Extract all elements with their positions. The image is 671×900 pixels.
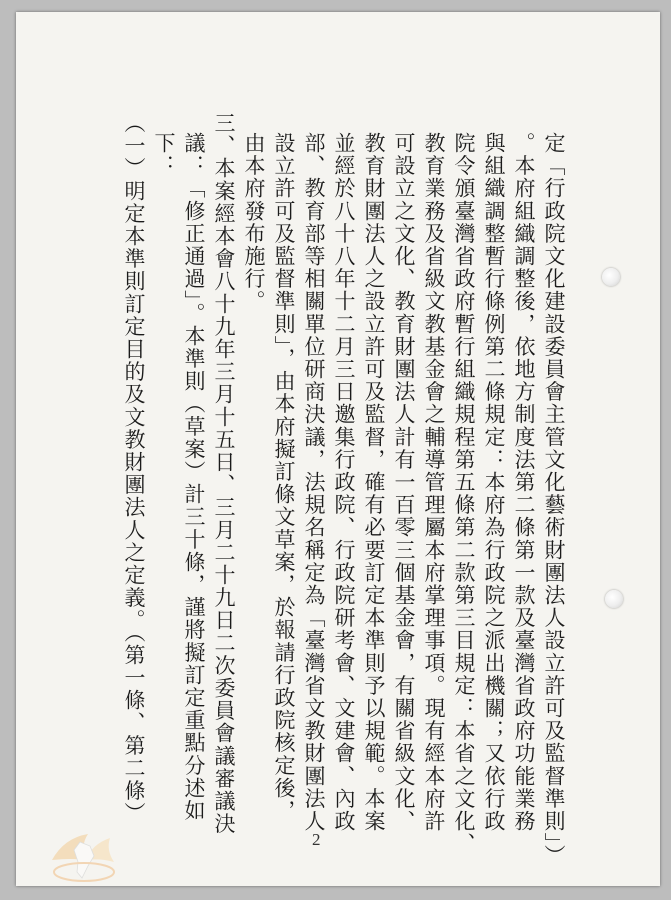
- text-column-5: 教育業務及省級文教基金會之輔導管理屬本府掌理事項。現有經本府許: [422, 132, 446, 833]
- document-page: [16, 12, 660, 886]
- text-column-11: 由本府發布施行。: [242, 132, 266, 313]
- text-column-9: 部、教育部等相關單位研商決議，法規名稱定為「臺灣省文教財團法人: [302, 132, 326, 833]
- text-column-4: 院令頒臺灣省政府暫行組織規程第五條第二款第三目規定：本省之文化、: [452, 132, 476, 856]
- text-column-7: 教育財團法人之設立許可及監督，確有必要訂定本準則予以規範。本案: [362, 132, 386, 833]
- text-column-13: 議：「修正通過」。本準則（草案）計三十條，謹將擬訂定重點分述如: [182, 132, 206, 823]
- page-number: 2: [312, 830, 321, 849]
- text-column-12: 三、本案經本會八十九年三月十五日、三月二十九日二次委員會議審議決: [212, 112, 236, 836]
- binder-hole-top: [602, 268, 620, 286]
- text-column-15: （一）明定本準則訂定目的及文教財團法人之定義。（第一條、第二條）: [122, 112, 146, 825]
- text-column-10: 設立許可及監督準則」，由本府擬訂條文草案，於報請行政院核定後，: [272, 132, 296, 823]
- binder-hole-bottom: [605, 590, 623, 608]
- text-column-1: 定「行政院文化建設委員會主管文化藝術財團法人設立許可及監督準則」）: [542, 132, 566, 868]
- text-column-8: 並經於八十八年十二月三日邀集行政院、行政院研考會、文建會、內政: [332, 132, 356, 833]
- archive-logo-icon: [44, 820, 124, 892]
- text-column-2: 。本府組織調整後，依地方制度法第二條第一款及臺灣省政府功能業務: [512, 132, 536, 833]
- text-column-6: 可設立之文化、教育財團法人計有一百零三個基金會，有關省級文化、: [392, 132, 416, 833]
- text-column-3: 與組織調整暫行條例第二條規定：本府為行政院之派出機關；又依行政: [482, 132, 506, 833]
- text-column-14: 下：: [152, 132, 176, 178]
